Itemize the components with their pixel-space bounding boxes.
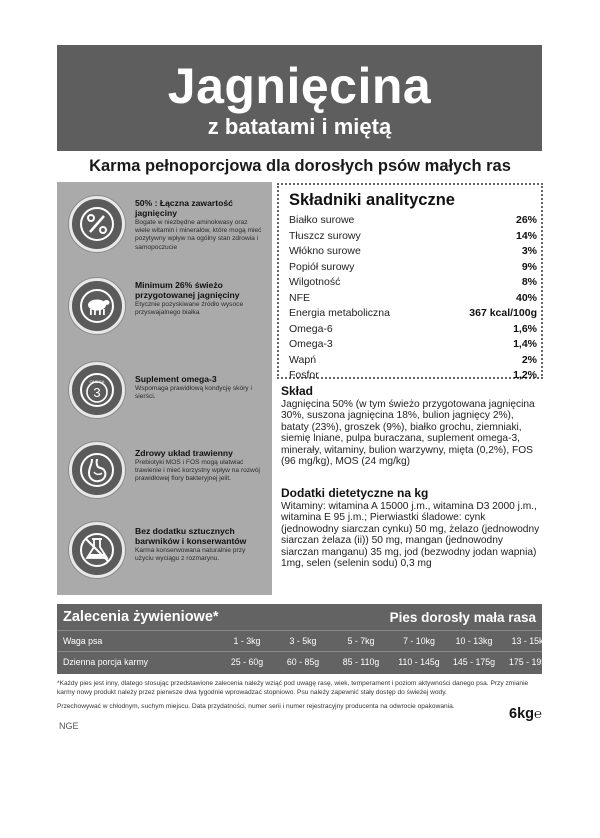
feature-description: Prebiotyki MOS i FOS mogą ułatwiać trawienie i mieć korzystny wpływ na rozwój prawidłowej flory bakteryjnej jelit. <box>135 459 260 483</box>
features-sidebar <box>57 182 272 595</box>
analytic-row <box>289 244 537 260</box>
storage-note: Przechowywać w chłodnym, suchym miejscu. Data przydatności, numer serii i numer rejestracyjny producenta na odwrocie opakowania. <box>57 703 455 711</box>
title-banner <box>57 45 542 151</box>
product-tagline: Karma pełnoporcjowa dla dorosłych psów małych ras <box>89 157 511 175</box>
feature-heading: Bez dodatku sztucznych barwników i konserwantów <box>135 526 247 546</box>
additives-title: Dodatki dietetyczne na kg <box>281 486 429 500</box>
feature-heading: Zdrowy układ trawienny <box>135 448 233 458</box>
analytic-value: 8% <box>521 276 537 288</box>
analytic-value: 1,4% <box>513 338 537 350</box>
no-additives-flask-icon <box>69 522 125 578</box>
analytic-name: Wilgotność <box>289 276 341 288</box>
analytic-row <box>289 213 537 229</box>
analytic-value: 14% <box>515 229 537 242</box>
weight-cell: 13 - 15kg <box>511 636 549 646</box>
analytic-value: 367 kcal/100g <box>469 307 537 319</box>
analytic-row <box>289 353 537 369</box>
omega-3-icon <box>69 362 125 418</box>
nge-code: NGE <box>59 721 79 731</box>
portion-cell: 85 - 110g <box>342 657 380 667</box>
weight-cell: 7 - 10kg <box>403 636 435 646</box>
feature-omega-3 <box>67 362 267 432</box>
weight-label: Waga psa <box>63 636 103 646</box>
analytic-row <box>289 291 537 307</box>
feeding-subtitle: Pies dorosły mała rasa <box>389 610 536 625</box>
feature-heading: Minimum 26% świeżo przygotowanej jagnięciny <box>135 280 240 300</box>
stomach-icon <box>69 442 125 498</box>
analytic-value: 26% <box>515 214 537 226</box>
feature-heading: Suplement omega-3 <box>135 374 217 384</box>
composition-text: Jagnięcina 50% (w tym świeżo przygotowana jagnięcina 30%, suszona jagnięcina 18%, bulion jagnięcy 2%), bataty (23%), groszek (9%), białko grochu, ziemniaki, siemię lniane, pulpa buraczana, suplement omega-3, minerały, witaminy, bulion warzywny, mięta (0,2%), FOS (96 mg/kg), MOS (24 mg/kg) <box>281 399 535 468</box>
analytic-value: 9% <box>521 260 537 273</box>
svg-text:3: 3 <box>93 385 101 400</box>
analytic-value: 40% <box>515 291 537 304</box>
package-weight <box>509 705 542 723</box>
feeding-note: *Każdy pies jest inny, dlatego stosując przedstawione zalecenia należy wziąć pod uwagę rasę, wiek, temperament i poziom aktywności danego psa. Przy zmianie karmy nowy produkt należy przez pierwsze dwa tygodnie wprowadzać stopniowo. Psu należy zapewnić stały dostęp do świeżej wody. <box>57 680 529 696</box>
portion-cell: 110 - 145g <box>398 657 440 667</box>
portion-cell: 145 - 175g <box>452 657 496 667</box>
feature-no-additives <box>67 522 267 592</box>
analytic-value: 1,6% <box>513 322 537 335</box>
analytic-row <box>289 306 537 322</box>
analytic-value: 2% <box>521 353 537 366</box>
analytic-name: Omega-3 <box>289 338 333 350</box>
portion-label: Dzienna porcja karmy <box>63 657 149 667</box>
weight-cell: 10 - 13kg <box>455 636 493 646</box>
analytic-constituents-box <box>277 183 543 379</box>
footer-notes <box>57 680 542 712</box>
feature-heading: 50% : Łączna zawartość jagnięciny <box>135 198 233 218</box>
analytic-row <box>289 368 537 384</box>
analytic-row <box>289 337 537 353</box>
percent-icon <box>69 196 125 252</box>
analytic-row <box>289 275 537 291</box>
feature-fresh-lamb <box>67 278 267 348</box>
weight-cell: 3 - 5kg <box>289 636 317 646</box>
product-title: Jagnięcina <box>167 58 432 114</box>
feature-description: Bogate w niezbędne aminokwasy oraz wiele witamin i minerałów, które mogą mieć pozytywny wpływ na ogólny stan zdrowia i samopoczucie <box>135 219 262 251</box>
feature-digestion <box>67 442 267 512</box>
package-weight-value: 6kg <box>509 706 534 722</box>
analytic-name: Włókno surowe <box>289 245 361 257</box>
analytic-row <box>289 260 537 276</box>
feeding-title: Zalecenia żywieniowe* <box>63 609 219 625</box>
portion-cell: 60 - 85g <box>286 657 320 667</box>
composition-section <box>281 384 543 467</box>
analytic-title: Składniki analityczne <box>289 191 455 209</box>
weight-row <box>57 630 549 650</box>
portion-row <box>57 651 552 671</box>
analytic-name: Energia metaboliczna <box>289 307 390 319</box>
feature-description: Karma konserwowana naturalnie przy użyciu wyciągu z rozmarynu. <box>135 547 246 563</box>
analytic-row <box>289 322 537 338</box>
analytic-name: Wapń <box>289 353 317 366</box>
feature-description: Etycznie pozyskiwane źródło wysoce przyswajalnego białka <box>135 301 244 317</box>
analytic-row <box>289 229 537 245</box>
analytic-value: 1,2% <box>513 369 537 381</box>
analytic-name: Fosfor <box>289 369 319 381</box>
composition-title: Skład <box>281 384 314 398</box>
analytic-name: NFE <box>289 291 310 304</box>
analytic-value: 3% <box>521 245 537 257</box>
omega-icon-label: OMEGA <box>89 379 105 384</box>
feeding-guide-table <box>57 604 552 674</box>
weight-cell: 5 - 7kg <box>347 636 375 646</box>
lamb-icon <box>69 278 125 334</box>
product-subtitle: z batatami i miętą <box>207 114 392 139</box>
analytic-rows <box>289 213 537 384</box>
feature-lamb-content <box>67 196 267 266</box>
additives-text: Witaminy: witamina A 15000 j.m., witamina D3 2000 j.m., witamina E 95 j.m.; Pierwiastki śladowe: cynk (jednowodny siarczan cynku) 50 mg, żelazo (jednowodny siarczan żelaza (ii)) 50 mg, mangan (jednowodny siarczan manganu) 35 mg, jod (bezwodny jodan wapnia) 1mg, selen (selenin sodu) 0,3 mg <box>281 501 540 570</box>
analytic-name: Omega-6 <box>289 322 333 335</box>
portion-cell: 25 - 60g <box>230 657 264 667</box>
feature-description: Wspomaga prawidłową kondycję skóry i sierści. <box>135 385 252 401</box>
analytic-name: Tłuszcz surowy <box>289 229 361 242</box>
additives-section <box>281 486 543 569</box>
estimated-sign-icon: ℮ <box>534 706 542 721</box>
analytic-name: Popiół surowy <box>289 260 355 273</box>
analytic-name: Białko surowe <box>289 214 355 226</box>
portion-cell: 175 - 195g <box>508 657 552 667</box>
weight-cell: 1 - 3kg <box>233 636 261 646</box>
